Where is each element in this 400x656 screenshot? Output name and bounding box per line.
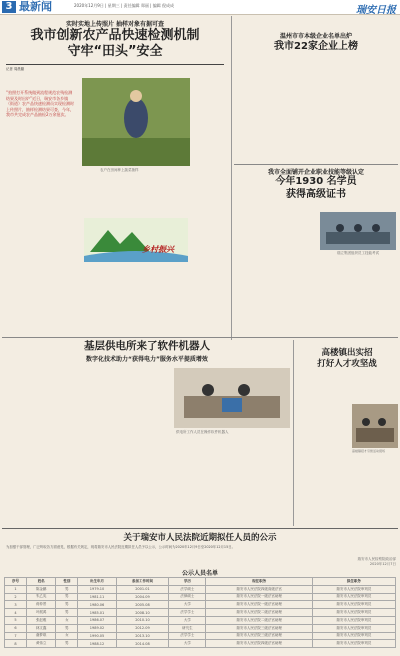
- table-cell: 4: [5, 609, 27, 617]
- table-cell: 瑞安市人民法院审判员: [312, 609, 395, 617]
- table-cell: 1985.01: [78, 609, 116, 617]
- story4-photo-caption: 供电所工作人员在操作软件机器人: [176, 430, 229, 434]
- table-cell: 1: [5, 585, 27, 593]
- table-cell: 法学学士: [169, 632, 206, 640]
- table-cell: 2008.10: [116, 609, 169, 617]
- table-cell: 男: [56, 585, 78, 593]
- edition-meta: 2020年12月9日 | 星期三 | 责任编辑 郑丽 | 编辑 倪成成: [74, 3, 175, 8]
- story3-title-2: 获得高级证书: [286, 189, 346, 200]
- story1-title-1: 我市创新农产品快速检测机制: [30, 28, 200, 43]
- story4-body-col2: [90, 365, 168, 525]
- story3-title-1: 今年1930 名学员: [275, 176, 357, 187]
- table-cell: 瑞安市人民法院审判员: [312, 632, 395, 640]
- story4-body-col1: [6, 365, 86, 525]
- table-row: [5, 632, 396, 640]
- table-header-row: [5, 578, 396, 586]
- table-cell: 2010.10: [116, 616, 169, 624]
- table-cell: 大学: [169, 640, 206, 648]
- table-cell: 谢梦琪: [26, 632, 56, 640]
- notice-intro: 为加强干部管理，广泛听取各方面意见，根据有关规定，现将瑞安市人民法院近期拟任人员予以公示，公示时间为2020年12月9日至2020年12月15日。: [6, 545, 236, 549]
- table-cell: 2: [5, 593, 27, 601]
- meeting-image: [352, 404, 398, 448]
- table-header-cell: 参加工作时间: [116, 578, 169, 586]
- table-cell: 6: [5, 624, 27, 632]
- table-cell: 研究生: [169, 624, 206, 632]
- table-cell: 女: [56, 616, 78, 624]
- table-cell: 瑞安市人民法院一级法官助理: [206, 601, 312, 609]
- table-cell: 1988.12: [78, 640, 116, 648]
- story3-photo: [320, 212, 396, 250]
- story3-body-col2: [320, 258, 396, 334]
- table-header-cell: 性别: [56, 578, 78, 586]
- table-cell: 瑞安市人民法院二级法官助理: [206, 616, 312, 624]
- table-row: [5, 593, 396, 601]
- column-divider: [293, 340, 294, 526]
- column-divider: [231, 16, 232, 340]
- story1-photo: [82, 78, 190, 166]
- story1-body-col3: [82, 266, 190, 334]
- table-cell: 法学硕士: [169, 585, 206, 593]
- table-cell: 女: [56, 632, 78, 640]
- story3-kicker: 我市全面铺开企业职业技能等级认定: [267, 169, 364, 176]
- notice-date: 2020年12月7日: [369, 562, 396, 566]
- table-cell: 瑞安市人民法院审判员: [312, 624, 395, 632]
- story3-photo-caption: 瑞立集团组织员工技能考试: [337, 251, 379, 255]
- table-cell: 瑞安市人民法院审判员: [312, 593, 395, 601]
- table-row: [5, 616, 396, 624]
- rule: [2, 337, 398, 338]
- table-cell: 男: [56, 593, 78, 601]
- page-number: 3: [2, 1, 16, 13]
- story1-byline: 记者 周晨璐: [6, 67, 25, 71]
- table-cell: 1990.05: [78, 632, 116, 640]
- story5-body-col1: [297, 372, 349, 472]
- table-cell: 瑞安市人民法院二级法官助理: [206, 609, 312, 617]
- table-cell: 瑞安市人民法院四级法官助理: [206, 640, 312, 648]
- table-cell: 7: [5, 632, 27, 640]
- story5-body-col2: [297, 474, 397, 526]
- story1-photo-caption: 农户在田间种上蔬菜抽样: [100, 168, 139, 172]
- table-cell: 1979.10: [78, 585, 116, 593]
- rule: [6, 64, 224, 65]
- banner-text: 乡村振兴: [142, 244, 174, 254]
- table-cell: 法学学士: [169, 609, 206, 617]
- notice-list-title: 公示人员名单: [181, 570, 218, 577]
- story1-body-col1: [6, 154, 76, 334]
- table-cell: 瑞安市人民法院一级法官助理: [206, 593, 312, 601]
- story5-photo-caption: 高楼镇招才引智活动现场: [352, 449, 386, 453]
- table-cell: 瑞安市人民法院审判员: [312, 616, 395, 624]
- table-row: [5, 609, 396, 617]
- table-cell: 叶展鸿: [26, 609, 56, 617]
- table-cell: 2005.08: [116, 601, 169, 609]
- table-cell: 瑞安市人民法院审判员: [312, 601, 395, 609]
- table-header-cell: 学历: [169, 578, 206, 586]
- story1-title-2: 守牢“田头”安全: [67, 44, 163, 59]
- rural-revitalization-banner: [84, 218, 188, 262]
- table-row: [5, 624, 396, 632]
- table-cell: 法律硕士: [169, 593, 206, 601]
- story4-body-col3: [174, 437, 290, 525]
- table-cell: 陈金鹏: [26, 585, 56, 593]
- table-cell: 2001.01: [116, 585, 169, 593]
- table-cell: 5: [5, 616, 27, 624]
- table-cell: 瑞安市人民法院审判员: [312, 585, 395, 593]
- story1-body-col4: [194, 170, 228, 334]
- table-cell: 男: [56, 609, 78, 617]
- table-cell: 男: [56, 624, 78, 632]
- story3-body-col1: [236, 206, 316, 334]
- table-row: [5, 640, 396, 648]
- story4-title-1: 基层供电所来了软件机器人: [84, 340, 210, 352]
- table-cell: 黄伟立: [26, 640, 56, 648]
- table-cell: 蒋仲景: [26, 601, 56, 609]
- story2-body: [236, 58, 396, 162]
- table-cell: 大学: [169, 616, 206, 624]
- section-title: 最新闻: [19, 0, 52, 13]
- table-header-cell: 序号: [5, 578, 27, 586]
- story5-title-2: 打好人才攻坚战: [317, 359, 377, 369]
- rule: [234, 164, 398, 165]
- masthead: [0, 0, 400, 15]
- story5-photo: [352, 404, 398, 448]
- table-header-cell: 现任职务: [206, 578, 312, 586]
- table-cell: 2012.09: [116, 624, 169, 632]
- table-row: [5, 601, 396, 609]
- table-cell: 瑞安市人民法院四级高级法官: [206, 585, 312, 593]
- table-cell: 2004.09: [116, 593, 169, 601]
- table-header-cell: 姓名: [26, 578, 56, 586]
- table-cell: 瑞安市人民法院三级法官助理: [206, 632, 312, 640]
- table-cell: 张赵雅: [26, 616, 56, 624]
- story2-title: 我市22家企业上榜: [274, 41, 358, 52]
- mountain-logo-icon: [84, 218, 188, 262]
- table-cell: 瑞安市人民法院审判员: [312, 640, 395, 648]
- table-cell: 2014.08: [116, 640, 169, 648]
- table-cell: 1989.02: [78, 624, 116, 632]
- appointee-table: [4, 577, 396, 648]
- table-cell: 8: [5, 640, 27, 648]
- table-cell: 朱乙宪: [26, 593, 56, 601]
- table-cell: 男: [56, 601, 78, 609]
- table-cell: 1980.06: [78, 601, 116, 609]
- table-cell: 3: [5, 601, 27, 609]
- rule: [2, 528, 398, 529]
- table-cell: 1981.11: [78, 593, 116, 601]
- training-room-image: [320, 212, 396, 250]
- table-row: [5, 585, 396, 593]
- story1-body-col2: [82, 174, 190, 216]
- table-header-cell: 拟任职务: [312, 578, 395, 586]
- story1-kicker: 实时实地上传照片 抽样对象有据可查: [65, 21, 165, 28]
- story4-title-2: 数字化技术助力“获得电力”服务水平提质增效: [86, 356, 208, 363]
- vegetable-field-image: [82, 78, 190, 166]
- newspaper-logo: 瑞安日报: [356, 5, 396, 16]
- table-cell: 男: [56, 640, 78, 648]
- story5-title-1: 高楼镇出实招: [321, 348, 373, 358]
- notice-signature: 瑞安市人民检察院政治部: [357, 557, 396, 561]
- table-cell: 1986.07: [78, 616, 116, 624]
- story1-lead: “拍照打开系统做到流程规范农残检测结果及时出炉”近日，瑞安市各乡镇（街道）农产品快速检测员实现检测时上传照片，抽样检测结果可查，今年，我市共完成农产品抽检2万余批次。: [6, 90, 74, 117]
- table-cell: 大学: [169, 601, 206, 609]
- office-robot-image: [174, 368, 290, 428]
- story2-kicker: 温州市市本级企业名单出炉: [279, 33, 352, 40]
- table-cell: 2013.10: [116, 632, 169, 640]
- story4-photo: [174, 368, 290, 428]
- table-cell: 瑞安市人民法院三级法官助理: [206, 624, 312, 632]
- table-cell: 林文鑫: [26, 624, 56, 632]
- table-header-cell: 出生年月: [78, 578, 116, 586]
- notice-title: 关于瑞安市人民法院近期拟任人员的公示: [123, 533, 277, 543]
